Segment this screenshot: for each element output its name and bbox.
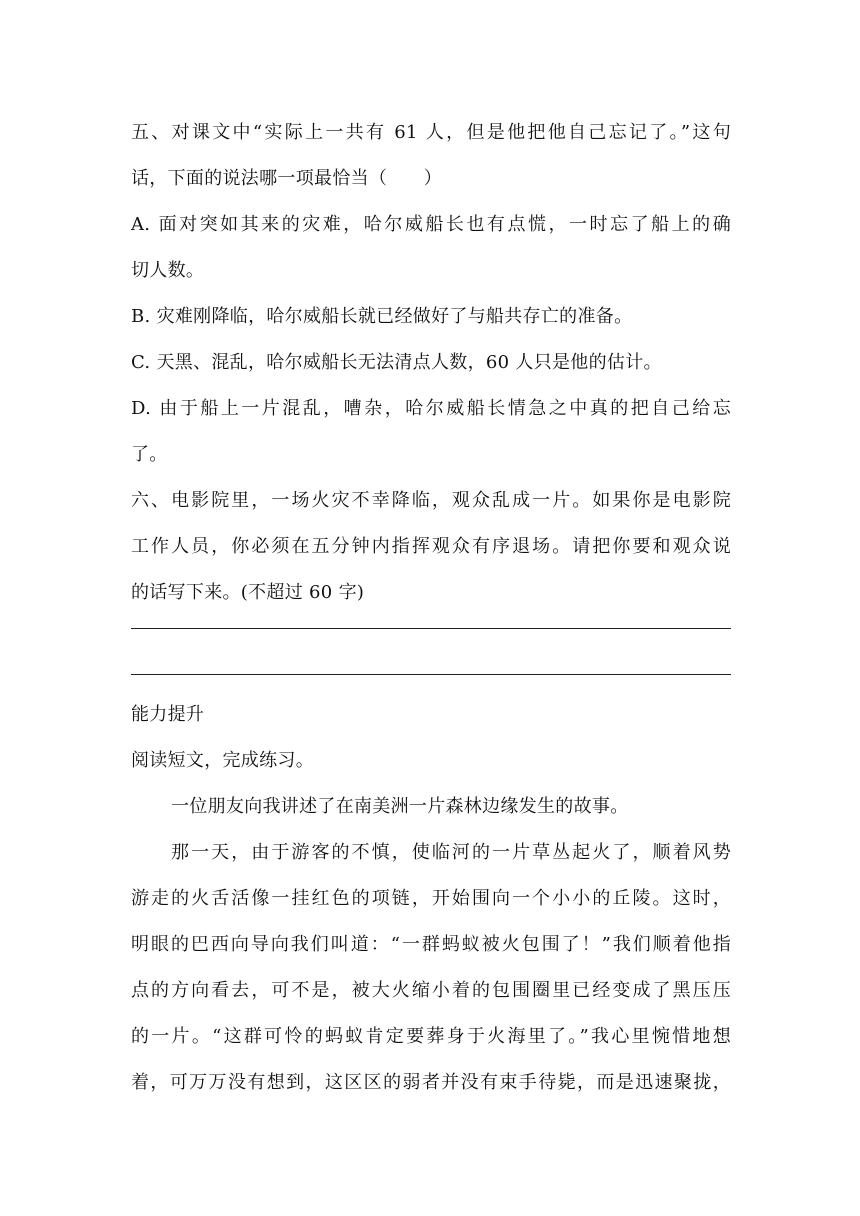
option-a-line-1: A. 面对突如其来的灾难，哈尔威船长也有点慌，一时忘了船上的确 <box>131 214 731 235</box>
passage-paragraph-1: 一位朋友向我讲述了在南美洲一片森林边缘发生的故事。 <box>171 796 629 817</box>
answer-line-2 <box>131 674 731 675</box>
passage-paragraph-2-line-4: 点的方向看去，可不是，被大火缩小着的包围圈里已经变成了黑压压 <box>131 980 731 1001</box>
passage-paragraph-2-line-5: 的一片。“这群可怜的蚂蚁肯定要葬身于火海里了。”我心里惋惜地想 <box>131 1026 731 1047</box>
section-instruction: 阅读短文，完成练习。 <box>131 750 314 771</box>
passage-paragraph-2-line-6: 着，可万万没有想到，这区区的弱者并没有束手待毙，而是迅速聚拢， <box>131 1072 731 1093</box>
option-b: B. 灾难刚降临，哈尔威船长就已经做好了与船共存亡的准备。 <box>131 306 633 327</box>
question-6-stem-line-2: 工作人员，你必须在五分钟内指挥观众有序退场。请把你要和观众说 <box>131 536 731 557</box>
question-6-stem-line-1: 六、电影院里，一场火灾不幸降临，观众乱成一片。如果你是电影院 <box>131 490 731 511</box>
passage-paragraph-2-line-3: 明眼的巴西向导向我们叫道：“一群蚂蚁被火包围了！”我们顺着他指 <box>131 934 731 955</box>
answer-line-1 <box>131 628 731 629</box>
option-d-line-1: D. 由于船上一片混乱，嘈杂，哈尔威船长情急之中真的把自己给忘 <box>131 398 731 419</box>
section-heading: 能力提升 <box>131 704 205 725</box>
document-page <box>131 110 731 1093</box>
option-a-line-2: 切人数。 <box>131 260 205 281</box>
passage-paragraph-2-line-1: 那一天，由于游客的不慎，使临河的一片草丛起火了，顺着风势 <box>171 842 731 863</box>
question-6-stem-line-3: 的话写下来。(不超过 60 字) <box>131 582 365 603</box>
option-d-line-2: 了。 <box>131 444 168 465</box>
question-5-stem-line-2: 话，下面的说法哪一项最恰当（ ） <box>131 168 443 189</box>
passage-paragraph-2-line-2: 游走的火舌活像一挂红色的项链，开始围向一个小小的丘陵。这时， <box>131 888 731 909</box>
question-5-stem-line-1: 五、对课文中“实际上一共有 61 人，但是他把他自己忘记了。”这句 <box>131 122 731 143</box>
reading-section <box>131 692 731 1106</box>
option-c: C. 天黑、混乱，哈尔威船长无法清点人数，60 人只是他的估计。 <box>131 352 662 373</box>
